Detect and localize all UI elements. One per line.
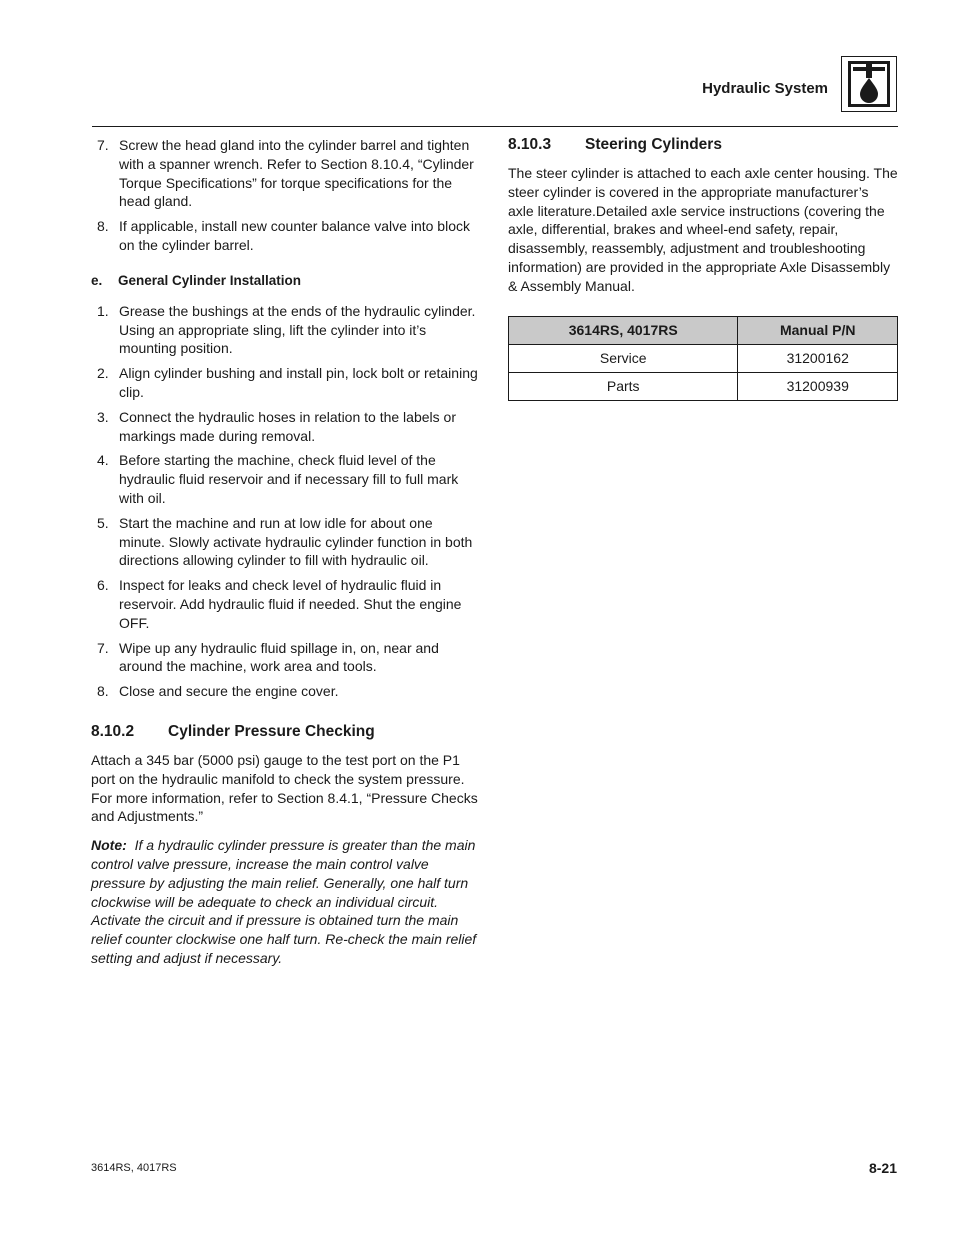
pressure-note	[91, 836, 481, 968]
step-number: 7.	[97, 137, 109, 153]
step-number: 6.	[97, 577, 109, 594]
list-item	[91, 514, 481, 570]
list-item	[91, 302, 481, 358]
step-number: 7.	[97, 639, 109, 656]
header-title: Hydraulic System	[702, 80, 828, 97]
right-column	[508, 136, 898, 401]
list-item	[91, 682, 481, 701]
step-text: Wipe up any hydraulic fluid spillage in, on, near and around the machine, work area and tools.	[119, 639, 439, 675]
installation-letter: e.	[91, 272, 103, 288]
pressure-section-heading	[91, 723, 481, 741]
page-number: 8-21	[868, 1160, 897, 1176]
step-number: 1.	[97, 302, 109, 319]
step-text: Grease the bushings at the ends of the hydraulic cylinder. Using an appropriate sling, lift the cylinder into it’s mounting position.	[119, 302, 476, 357]
list-item	[91, 576, 481, 632]
left-column	[91, 136, 481, 968]
steering-section-heading	[508, 136, 898, 154]
step-text: Inspect for leaks and check level of hydraulic fluid in reservoir. Add hydraulic fluid if needed. Shut the engine OFF.	[119, 577, 462, 631]
step-text: Screw the head gland into the cylinder barrel and tighten with a spanner wrench. Refer to Section 8.10.4, “Cylinder Torque Specifications” for torque specifications for the head gland.	[119, 137, 474, 210]
table-cell: 31200162	[738, 344, 898, 372]
step-number: 3.	[97, 408, 109, 425]
step-text: If applicable, install new counter balance valve into block on the cylinder barrel.	[119, 218, 470, 253]
hydraulic-cylinder-drop-icon	[841, 56, 897, 112]
list-item	[91, 364, 481, 402]
step-text: Align cylinder bushing and install pin, lock bolt or retaining clip.	[119, 365, 478, 400]
table-cell: Service	[509, 344, 738, 372]
header-rule	[92, 126, 898, 127]
footer-models: 3614RS, 4017RS	[91, 1162, 177, 1174]
installation-title: General Cylinder Installation	[118, 272, 302, 288]
installation-heading	[91, 273, 481, 288]
list-item	[91, 136, 481, 211]
manual-table	[508, 316, 898, 401]
step-number: 8.	[97, 218, 109, 235]
step-number: 2.	[97, 365, 109, 382]
table-row	[509, 372, 898, 400]
table-row	[509, 344, 898, 372]
steering-section-number: 8.10.3	[508, 136, 552, 153]
table-cell: 31200939	[738, 372, 898, 400]
steering-section-title: Steering Cylinders	[585, 136, 722, 153]
steering-body: The steer cylinder is attached to each axle center housing. The steer cylinder is covered in the appropriate manufacturer’s axle literature.Detailed axle service instructions (covering the axle, differential, brakes and wheel-end safety, repair, disassembly, reassembly, adjustment and troubleshooting information) are provided in the appropriate Axle Disassembly & Assembly Manual.	[508, 165, 898, 294]
note-label: Note:	[91, 837, 127, 854]
list-item	[91, 408, 481, 446]
note-text: If a hydraulic cylinder pressure is greater than the main control valve pressure, increase the main control valve pressure by adjusting the main relief. Generally, one half turn clockwise will be adequate to check an individual circuit. Activate the circuit and if pressure is obtained turn the main relief counter clockwise one half turn. Re-check the main relief setting and adjust if necessary.	[91, 837, 477, 966]
pressure-body: Attach a 345 bar (5000 psi) gauge to the test port on the P1 port on the hydraulic manifold to check the system pressure. For more information, refer to Section 8.4.1, “Pressure Checks and Adjustments.”	[91, 751, 478, 825]
installation-steps	[91, 302, 481, 701]
step-text: Close and secure the engine cover.	[119, 683, 339, 700]
table-header-row	[509, 316, 898, 344]
step-number: 4.	[97, 452, 109, 469]
pressure-section-number: 8.10.2	[91, 722, 135, 740]
step-text: Connect the hydraulic hoses in relation to the labels or markings made during removal.	[119, 408, 456, 444]
table-header-models: 3614RS, 4017RS	[509, 316, 738, 344]
assembly-steps-continued	[91, 136, 481, 255]
pressure-section-title: Cylinder Pressure Checking	[168, 722, 375, 740]
list-item	[91, 639, 481, 677]
step-text: Before starting the machine, check fluid level of the hydraulic fluid reservoir and if necessary fill to full mark with oil.	[119, 452, 459, 506]
step-number: 5.	[97, 514, 109, 531]
list-item	[91, 217, 481, 255]
table-header-manual-pn: Manual P/N	[738, 316, 898, 344]
list-item	[91, 451, 481, 507]
step-text: Start the machine and run at low idle for about one minute. Slowly activate hydraulic cylinder function in both directions allowing cylinder to fill with hydraulic oil.	[119, 514, 473, 569]
step-number: 8.	[97, 683, 109, 700]
table-cell: Parts	[509, 372, 738, 400]
